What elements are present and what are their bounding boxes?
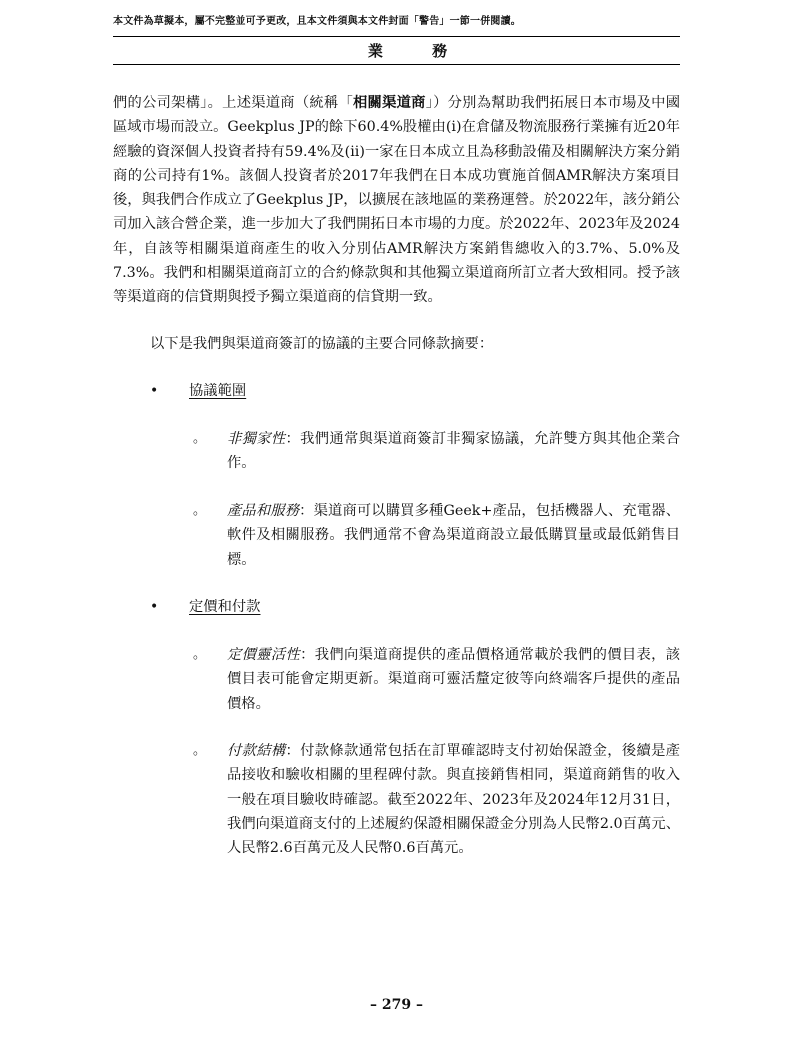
section-heading-scope: 協議範圍 [189, 383, 247, 399]
bullet-icon: • [150, 599, 159, 615]
item-text: ：渠道商可以購買多種Geek+產品，包括機器人、充電器、軟件及相關服務。我們通常不會為渠道商設立最低購買量或最低銷售目標。 [227, 503, 681, 568]
paragraph-text-start: 們的公司架構」。上述渠道商（統稱「 [113, 95, 353, 111]
list-item-pricing-flexibility [227, 643, 680, 716]
body-paragraph [113, 91, 680, 310]
defined-term: 相關渠道商 [353, 95, 426, 111]
section-heading-pricing: 定價和付款 [189, 599, 261, 615]
sub-bullet-icon: 。 [193, 647, 207, 662]
item-term: 定價靈活性 [227, 647, 301, 663]
item-text: ：我們向渠道商提供的產品價格通常載於我們的價目表，該價目表可能會定期更新。渠道商可靈活釐定彼等向終端客戶提供的產品價格。 [227, 647, 681, 712]
list-item-products-services [227, 499, 680, 572]
list-item-payment-structure [227, 739, 680, 860]
section-title: 業 務 [367, 42, 470, 60]
item-text: ：我們通常與渠道商簽訂非獨家協議，允許雙方與其他企業合作。 [227, 431, 681, 472]
item-text: ：付款條款通常包括在訂單確認時支付初始保證金，後續是產品接收和驗收相關的里程碑付款。與直接銷售相同，渠道商銷售的收入一般在項目驗收時確認。截至2022年、2023年及2024年12月31日，我們向渠道商支付的上述履約保證相關保證金分別為人民幣2.0百萬元、人民幣2.6百萬元及人民幣0.6百萬元。 [227, 743, 681, 857]
draft-warning-header: 本文件為草擬本，屬不完整並可予更改，且本文件須與本文件封面「警告」一節一併閱讀。 [113, 16, 521, 27]
paragraph-text-rest: 」）分別為幫助我們拓展日本市場及中國區域市場而設立。Geekplus JP的餘下60.4%股權由(i)在倉儲及物流服務行業擁有近20年經驗的資深個人投資者持有59.4%及(ii)一家在日本成立且為移動設備及相關解決方案分銷商的公司持有1%。該個人投資者於2017年我們在日本成功實施首個AMR解決方案項目後，與我們合作成立了Geekplus JP，以擴展在該地區的業務運營。於2022年，該分銷公司加入該合營企業，進一步加大了我們開拓日本市場的力度。於2022年、2023年及2024年，自該等相關渠道商產生的收入分別佔AMR解決方案銷售總收入的3.7%、5.0%及7.3%。我們和相關渠道商訂立的合約條款與和其他獨立渠道商所訂立者大致相同。授予該等渠道商的信貸期與授予獨立渠道商的信貸期一致。 [113, 95, 680, 306]
header-rule-bottom [113, 64, 680, 65]
item-term: 付款結構 [227, 743, 286, 759]
bullet-icon: • [150, 383, 159, 399]
sub-bullet-icon: 。 [193, 431, 207, 446]
item-term: 非獨家性 [227, 431, 286, 447]
header-rule-top [113, 36, 680, 37]
list-item-non-exclusive [227, 427, 680, 476]
item-term: 產品和服務 [227, 503, 300, 519]
sub-bullet-icon: 。 [193, 743, 207, 758]
intro-text: 以下是我們與渠道商簽訂的協議的主要合同條款摘要： [150, 336, 494, 352]
sub-bullet-icon: 。 [193, 503, 207, 518]
page-number: – 279 – [370, 997, 423, 1013]
